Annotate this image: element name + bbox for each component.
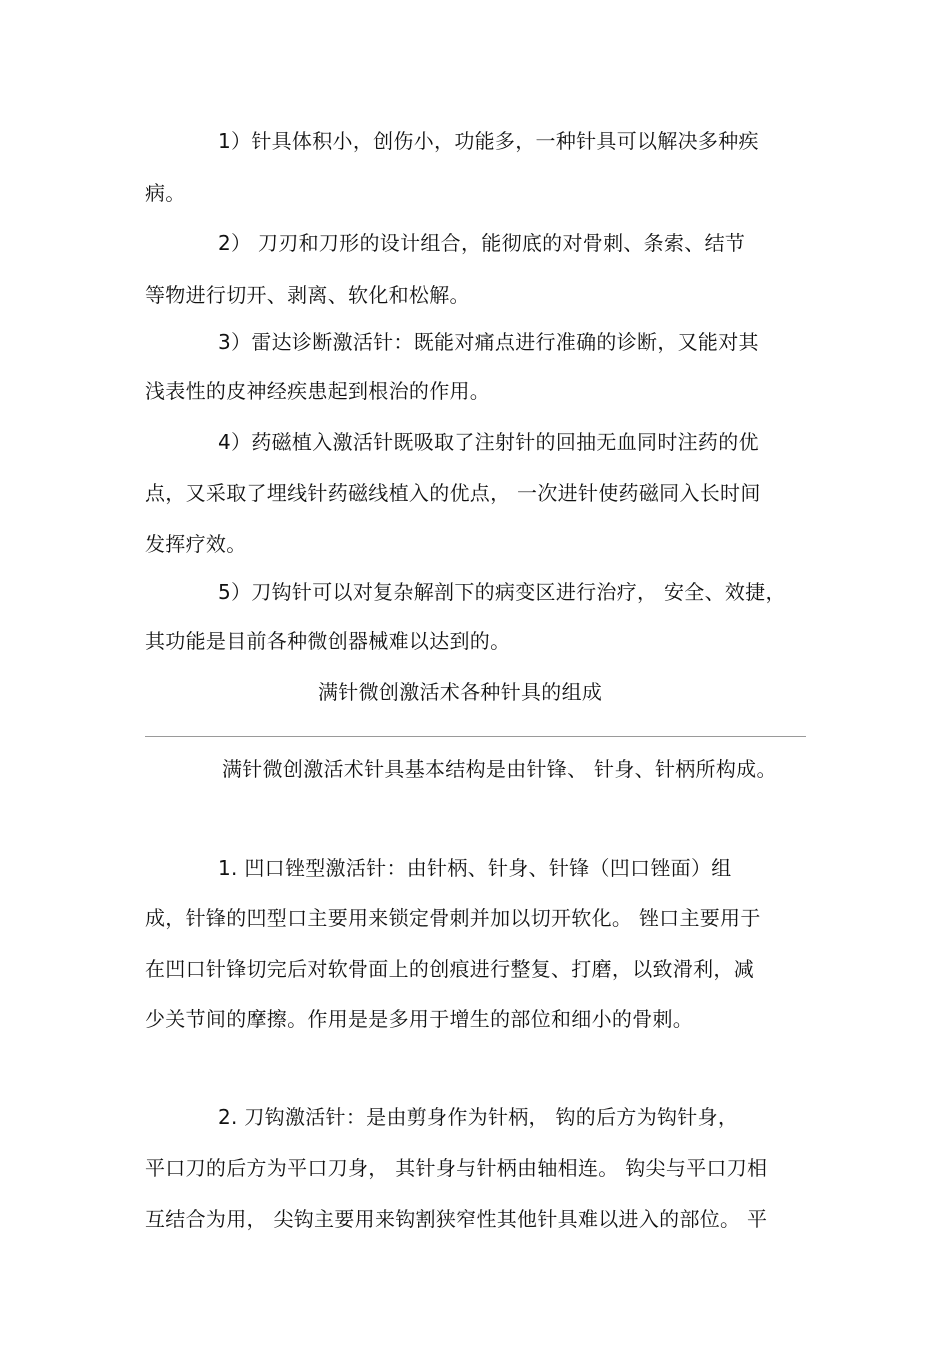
item-1-line-2: 病。 bbox=[145, 181, 186, 205]
item-2-line-2: 等物进行切开、剥离、软化和松解。 bbox=[145, 283, 470, 307]
para-2-line-2: 平口刀的后方为平口刀身， 其针身与针柄由轴相连。 钩尖与平口刀相 bbox=[145, 1156, 768, 1180]
para-1-line-3: 在凹口针锋切完后对软骨面上的创痕进行整复、打磨，以致滑利，减 bbox=[145, 957, 754, 981]
item-3-line-2: 浅表性的皮神经疾患起到根治的作用。 bbox=[145, 379, 491, 403]
para-2-line-1: 2. 刀钩激活针：是由剪身作为针柄， 钩的后方为钩针身， bbox=[218, 1105, 739, 1129]
intro-line: 满针微创激活术针具基本结构是由针锋、 针身、针柄所构成。 bbox=[222, 757, 777, 781]
item-3-line-1: 3）雷达诊断激活针：既能对痛点进行准确的诊断，又能对其 bbox=[218, 330, 759, 354]
item-5-line-1: 5）刀钩针可以对复杂解剖下的病变区进行治疗， 安全、效捷， bbox=[218, 580, 786, 604]
para-2-line-3: 互结合为用， 尖钩主要用来钩割狭窄性其他针具难以进入的部位。 平 bbox=[145, 1207, 768, 1231]
para-1-line-2: 成，针锋的凹型口主要用来锁定骨刺并加以切开软化。 锉口主要用于 bbox=[145, 906, 761, 930]
item-5-line-2: 其功能是目前各种微创器械难以达到的。 bbox=[145, 629, 511, 653]
item-2-line-1: 2） 刀刃和刀形的设计组合，能彻底的对骨刺、条索、结节 bbox=[218, 231, 746, 255]
section-divider bbox=[145, 736, 806, 737]
item-4-line-3: 发挥疗效。 bbox=[145, 532, 247, 556]
para-1-line-4: 少关节间的摩擦。作用是是多用于增生的部位和细小的骨刺。 bbox=[145, 1007, 694, 1031]
item-1-line-1: 1）针具体积小，创伤小，功能多，一种针具可以解决多种疾 bbox=[218, 129, 759, 153]
section-heading: 满针微创激活术各种针具的组成 bbox=[318, 680, 603, 704]
item-4-line-2: 点，又采取了埋线针药磁线植入的优点， 一次进针使药磁同入长时间 bbox=[145, 481, 761, 505]
para-1-line-1: 1. 凹口锉型激活针：由针柄、针身、针锋（凹口锉面）组 bbox=[218, 856, 732, 880]
item-4-line-1: 4）药磁植入激活针既吸取了注射针的回抽无血同时注药的优 bbox=[218, 430, 759, 454]
